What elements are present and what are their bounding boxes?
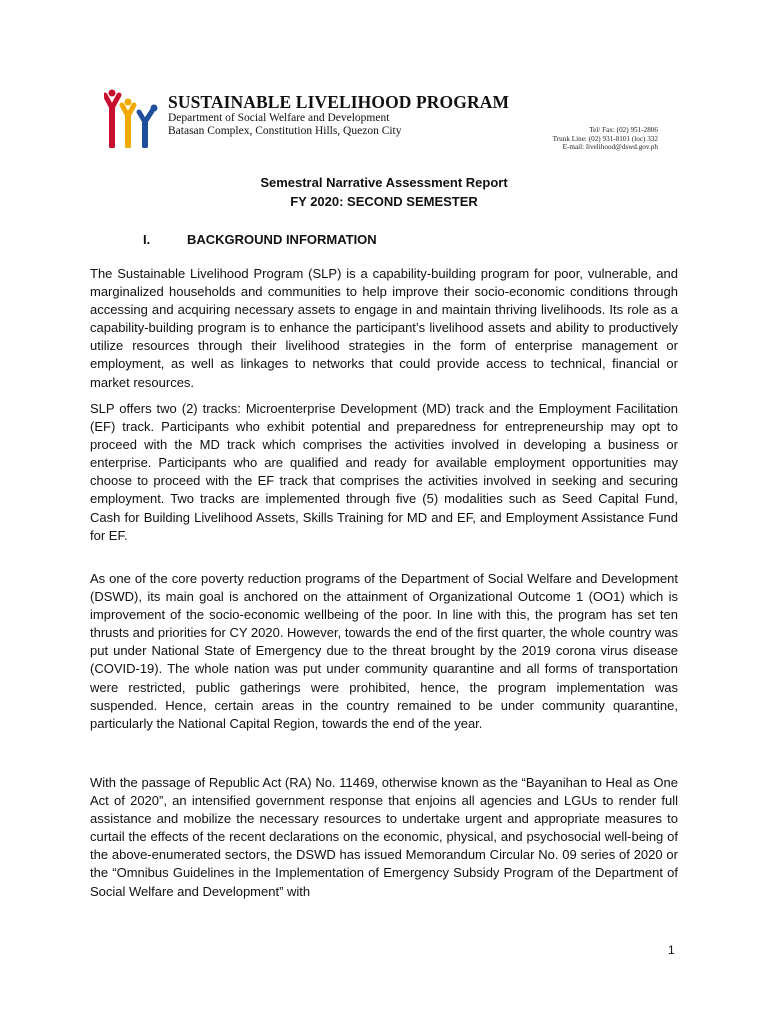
address: Batasan Complex, Constitution Hills, Quezon City <box>168 125 402 137</box>
trunkline: Trunk Line: (02) 931-8101 (loc) 332 <box>552 134 658 143</box>
paragraph: The Sustainable Livelihood Program (SLP) is a capability-building program for poor, vulnerable, and marginalized households and communities to help improve their socio-economic conditions through accessing and acquiring necessary assets to engage in and maintain thriving livelihoods. Its role as a capability-building program is to enhance the participant’s livelihood assets and ability to productively utilize resources through their livelihood strategies in the form of enterprise management or employment, as well as linkages to networks that could provide access to technical, financial or market resources. <box>90 266 678 390</box>
org-info <box>168 92 509 138</box>
department-name: Department of Social Welfare and Development <box>168 112 390 124</box>
logo-figure-blue <box>139 105 158 147</box>
program-name: SUSTAINABLE LIVELIHOOD PROGRAM <box>168 92 510 112</box>
report-title: Semestral Narrative Assessment Report <box>260 175 508 190</box>
paragraph: As one of the core poverty reduction programs of the Department of Social Welfare and Development (DSWD), its main goal is anchored on the attainment of Organizational Outcome 1 (OO1) which is improvement of the socio-economic wellbeing of the poor. In line with this, the program has set ten thrusts and priorities for CY 2020. However, towards the end of the first quarter, the whole country was put under National State of Emergency due to the threat brought by the 2019 corona virus disease (COVID-19). The whole nation was put under community quarantine and all forms of transportation were restricted, public gatherings were prohibited, hence, the program implementation was suspended. Hence, certain areas in the country remained to be under community quarantine, particularly the National Capital Region, towards the end of the year. <box>90 571 678 731</box>
section-number: I. <box>143 232 151 247</box>
email: E-mail: livelihood@dswd.gov.ph <box>562 143 658 152</box>
page-number: 1 <box>668 943 675 957</box>
letterhead <box>96 84 676 156</box>
section-title: BACKGROUND INFORMATION <box>187 232 377 247</box>
paragraph: With the passage of Republic Act (RA) No. 11469, otherwise known as the “Bayanihan to Heal as One Act of 2020”, an intensified government response that enjoins all agencies and LGUs to render full assistance and mobilize the necessary resources to undertake urgent and appropriate measures to curtail the effects of the recent declarations on the economic, physical, and psychosocial well-being of the above-enumerated sectors, the DSWD has issued Memorandum Circular No. 09 series of 2020 or the “Omnibus Guidelines in the Implementation of Emergency Subsidy Program of the Department of Social Welfare and Development” with <box>90 775 678 899</box>
section-heading <box>143 232 377 247</box>
contact-info <box>553 126 658 152</box>
paragraph: SLP offers two (2) tracks: Microenterprise Development (MD) track and the Employment Facilitation (EF) track. Participants who exhibit potential and preparedness for entrepreneurship may opt to proceed with the MD track which comprises the activities involved in developing a business or enterprise. Participants who are qualified and ready for available employment opportunities may choose to proceed with the EF track that comprises the activities involved in seeking and securing employment. Two tracks are implemented through five (5) modalities such as Seed Capital Fund, Cash for Building Livelihood Assets, Skills Training for MD and EF, and Employment Assistance Fund for EF. <box>90 401 678 543</box>
slp-logo <box>104 88 158 148</box>
report-subtitle: FY 2020: SECOND SEMESTER <box>290 194 478 209</box>
logo-figure-red <box>105 90 119 147</box>
telfax: Tel/ Fax: (02) 951-2806 <box>589 126 658 134</box>
logo-figure-yellow <box>122 99 134 147</box>
